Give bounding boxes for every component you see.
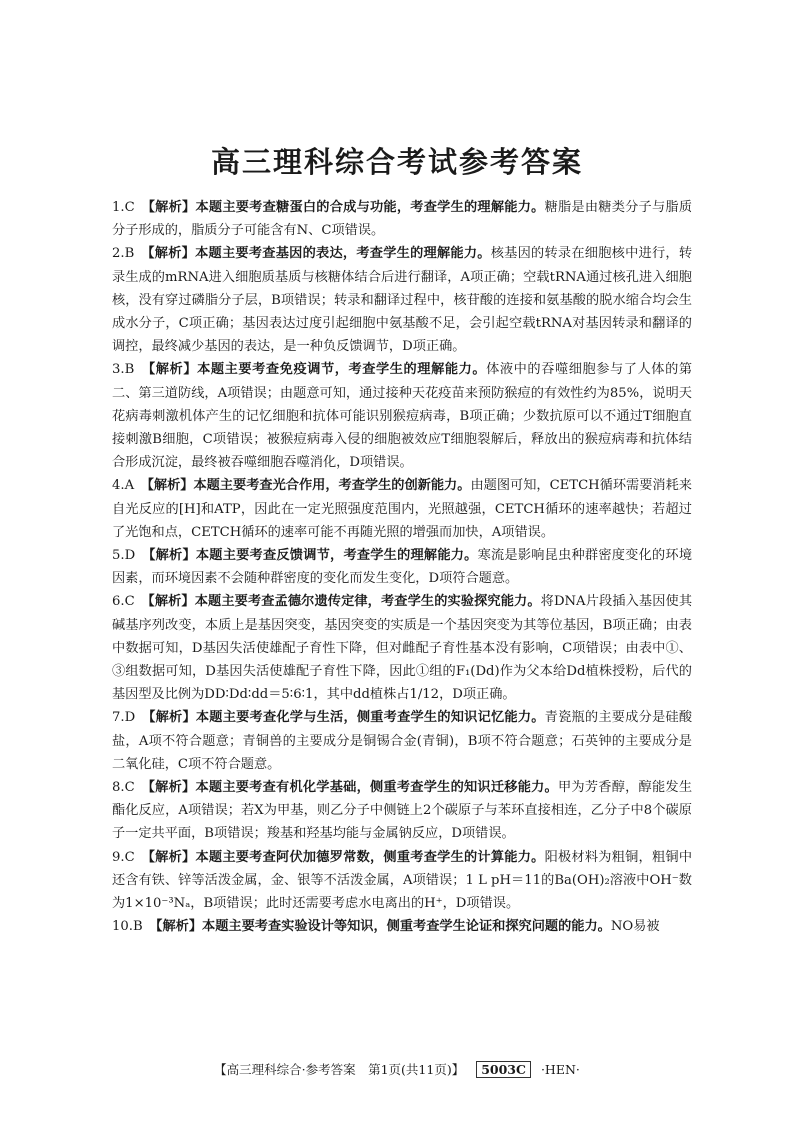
- analysis-text: 将DNA片段插入基因使其碱基序列改变，本质上是基因突变，基因突变的实质是一个基因突变为其等位基因，B项正确；由表中数据可知，D基因失活使雄配子育性下降，但对雌配子育性基本没有影响，C项错误；由表中①、③组数据可知，D基因失活使雄配子育性下降，因此①组的F₁(Dd)作为父本给Dd植株授粉，后代的基因型及比例为DD∶Dd∶dd＝5∶6∶1，其中dd植株占1/12，D项正确。: [112, 594, 693, 703]
- analysis-lead: 本题主要考查化学与生活，侧重考查学生的知识记忆能力。: [195, 710, 545, 726]
- analysis-tag: 【解析】: [148, 594, 195, 610]
- analysis-lead: 本题主要考查光合作用，考查学生的创新能力。: [193, 478, 471, 494]
- answer-item: [112, 915, 692, 938]
- footer-label: 【高三理科综合·参考答案 第1页(共11页)】: [214, 1062, 465, 1077]
- analysis-text: 糖脂是由糖类分子与脂质分子形成的，脂质分子可能含有N、C项错误。: [112, 200, 693, 239]
- analysis-text: 甲为芳香醇，醇能发生酯化反应，A项错误；若X为甲基，则乙分子中侧链上2个碳原子与苯环直接相连，乙分子中8个碳原子一定共平面，B项错误；羧基和羟基均能与金属钠反应，D项错误。: [112, 780, 693, 842]
- analysis-lead: 本题主要考查基因的表达，考查学生的理解能力。: [195, 246, 491, 262]
- analysis-text: 体液中的吞噬细胞参与了人体的第二、第三道防线，A项错误；由题意可知，通过接种天花疫苗来预防猴痘的有效性约为85%，说明天花病毒刺激机体产生的记忆细胞和抗体可能识别猴痘病毒，B项正确；少数抗原可以不通过T细胞直接刺激B细胞，C项错误；被猴痘病毒入侵的细胞被效应T细胞裂解后，释放出的猴痘病毒和抗体结合形成沉淀，最终被吞噬细胞吞噬消化，D项错误。: [112, 362, 693, 471]
- page-title: 高三理科综合考试参考答案: [210, 145, 583, 179]
- answer-list: [112, 196, 692, 939]
- answer-number: 9.C: [112, 849, 135, 865]
- answer-item: [112, 544, 692, 590]
- analysis-text: 核基因的转录在细胞核中进行，转录生成的mRNA进入细胞质基质与核糖体结合后进行翻译，A项正确；空载tRNA通过核孔进入细胞核，没有穿过磷脂分子层，B项错误；转录和翻译过程中，核苷酸的连接和氨基酸的脱水缩合均会生成水分子，C项正确；基因表达过度引起细胞中氨基酸不足，会引起空载tRNA对基因转录和翻译的调控，最终减少基因的表达，是一种负反馈调节，D项正确。: [112, 246, 693, 355]
- footer-code: 5003C: [476, 1061, 531, 1078]
- answer-number: 4.A: [112, 478, 135, 494]
- analysis-text: 青瓷瓶的主要成分是硅酸盐，A项不符合题意；青铜兽的主要成分是铜锡合金(青铜)，B项不符合题意；石英钟的主要成分是二氧化硅，C项不符合题意。: [112, 710, 693, 772]
- analysis-tag: 【解析】: [148, 200, 196, 215]
- analysis-tag: 【解析】: [147, 246, 196, 262]
- analysis-lead: 本题主要考查有机化学基础，侧重考查学生的知识迁移能力。: [195, 780, 558, 796]
- analysis-tag: 【解析】: [148, 548, 196, 564]
- answer-item: [112, 846, 692, 916]
- answer-item: [112, 776, 692, 846]
- analysis-tag: 【解析】: [148, 780, 196, 796]
- analysis-tag: 【解析】: [148, 362, 198, 378]
- analysis-tag: 【解析】: [147, 478, 194, 494]
- analysis-tag: 【解析】: [148, 849, 196, 865]
- analysis-lead: 本题主要考查实验设计等知识，侧重考查学生论证和探究问题的能力。: [202, 919, 611, 935]
- page-footer: [0, 1060, 794, 1078]
- answer-number: 3.B: [112, 362, 135, 378]
- answer-number: 10.B: [112, 919, 143, 935]
- analysis-text: 寒流是影响昆虫种群密度变化的环境因素，而环境因素不会随种群密度的变化而发生变化，D项符合题意。: [112, 548, 693, 587]
- answer-item: [112, 474, 692, 544]
- answer-item: [112, 590, 692, 706]
- analysis-lead: 本题主要考查反馈调节，考查学生的理解能力。: [195, 548, 478, 564]
- analysis-lead: 本题主要考查阿伏加德罗常数，侧重考查学生的计算能力。: [195, 849, 545, 865]
- analysis-tag: 【解析】: [155, 919, 203, 935]
- footer-org: ·HEN·: [540, 1062, 580, 1077]
- answer-number: 5.D: [112, 548, 136, 564]
- answer-number: 8.C: [112, 780, 135, 796]
- answer-number: 7.D: [112, 710, 136, 726]
- analysis-lead: 本题主要考查糖蛋白的合成与功能，考查学生的理解能力。: [195, 200, 545, 215]
- analysis-text: 阳极材料为粗铜，粗铜中还含有铁、锌等活泼金属，金、银等不活泼金属，A项错误；1 L pH＝11的Ba(OH)₂溶液中OH⁻数为1×10⁻³Nₐ，B项错误；此时还需要考虑水电离出的H⁺，D项错误。: [112, 849, 693, 912]
- answer-number: 2.B: [112, 246, 135, 262]
- analysis-text: NO易被: [610, 919, 660, 935]
- answer-number: 1.C: [112, 200, 135, 215]
- analysis-lead: 本题主要考查孟德尔遗传定律，考查学生的实验探究能力。: [194, 594, 541, 610]
- answer-item: [112, 706, 692, 776]
- analysis-text: 由题图可知，CETCH循环需要消耗来自光反应的[H]和ATP，因此在一定光照强度范围内，光照越强，CETCH循环的速率越快；若超过了光饱和点，CETCH循环的速率可能不再随光照的增强而加快，A项错误。: [112, 478, 692, 540]
- answer-number: 6.C: [112, 594, 135, 610]
- analysis-tag: 【解析】: [148, 710, 196, 726]
- analysis-lead: 本题主要考查免疫调节，考查学生的理解能力。: [197, 362, 487, 378]
- answer-item: [112, 358, 692, 474]
- answer-item: [112, 242, 692, 358]
- answer-item: [112, 196, 692, 242]
